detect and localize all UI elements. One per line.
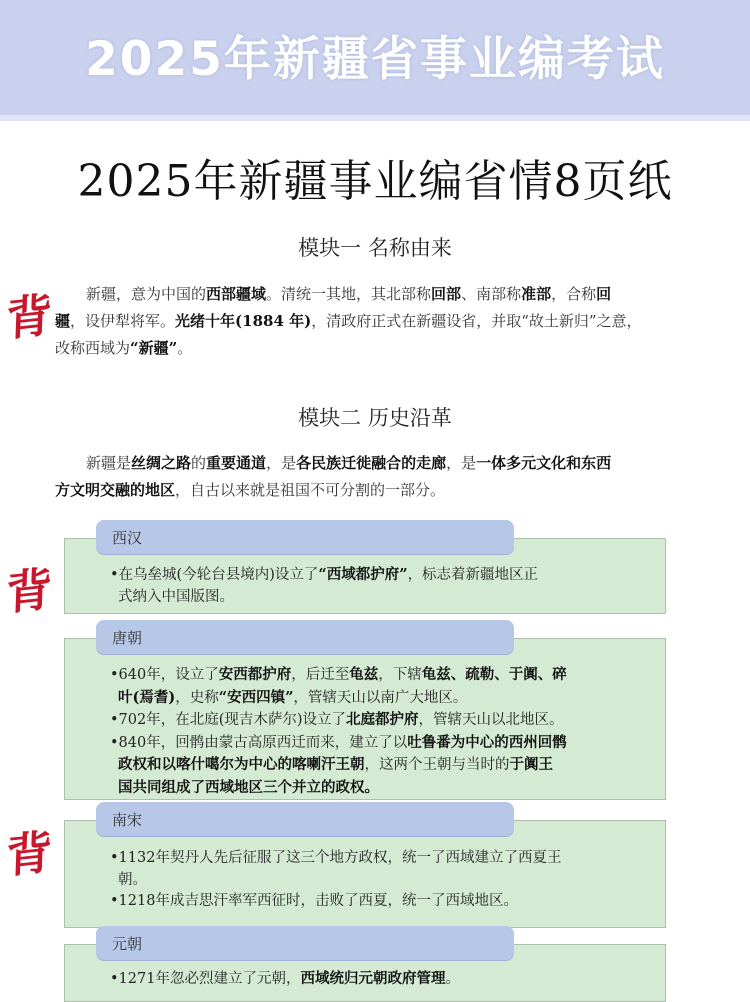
document-title: 2025年新疆事业编省情8页纸 — [77, 156, 673, 207]
era-tab: 南宋 — [96, 802, 514, 836]
era-items — [110, 968, 650, 991]
era-block-xihan — [64, 520, 664, 614]
era-item: •640年，设立了安西都护府，后迁至龟兹，下辖龟兹、疏勒、于阗、碎 叶(焉耆)，史称“安西四镇”，管辖天山以南广大地区。 — [110, 666, 567, 706]
banner-title: 2025年新疆省事业编考试 — [85, 32, 665, 87]
era-item: •1271年忽必烈建立了元朝，西域统归元朝政府管理。 — [110, 970, 460, 987]
era-tab: 唐朝 — [96, 620, 514, 654]
memorize-stamp-icon: 背 — [5, 824, 53, 884]
module-1-title: 模块一 名称由来 — [298, 236, 452, 260]
memorize-stamp-icon: 背 — [5, 561, 53, 621]
era-block-tang — [64, 620, 664, 798]
era-tab: 西汉 — [96, 520, 514, 554]
era-item: •840年，回鹘由蒙古高原西迁而来，建立了以吐鲁番为中心的西州回鹘 政权和以喀什噶尔为中心的喀喇汗王朝，这两个王朝与当时的于阗王 国共同组成了西域地区三个并立的政权。 — [110, 733, 567, 796]
era-item: •702年，在北庭(现吉木萨尔)设立了北庭都护府，管辖天山以北地区。 — [110, 711, 564, 728]
header-banner — [0, 0, 750, 115]
module-1-paragraph: 新疆，意为中国的西部疆域。清统一其地，其北部称回部、南部称准部，合称回 疆，设伊犁将军。光绪十年(1884 年)，清政府正式在新疆设省，并取“故土新归”之意， 改称西域为“新疆”。 — [55, 285, 642, 357]
memorize-stamp-icon: 背 — [5, 287, 53, 347]
era-block-nansong — [64, 802, 664, 926]
era-item: •1218年成吉思汗率军西征时，击败了西夏，统一了西域地区。 — [110, 893, 518, 909]
banner-divider — [0, 115, 750, 121]
era-items — [110, 664, 650, 799]
module-2-paragraph: 新疆是丝绸之路的重要通道，是各民族迁徙融合的走廊，是一体多元文化和东西 方文明交融的地区，自古以来就是祖国不可分割的一部分。 — [55, 454, 612, 499]
era-item: •1132年契丹人先后征服了这三个地方政权，统一了西域建立了西夏王 朝。 — [110, 850, 562, 888]
module-2-title: 模块二 历史沿革 — [298, 406, 452, 430]
era-tab: 元朝 — [96, 926, 514, 960]
era-item: •在乌垒城(今轮台县境内)设立了“西域都护府”，标志着新疆地区正 式纳入中国版图。 — [110, 566, 539, 605]
era-block-yuan — [64, 926, 664, 1000]
era-items — [110, 564, 650, 608]
era-items — [110, 848, 650, 913]
